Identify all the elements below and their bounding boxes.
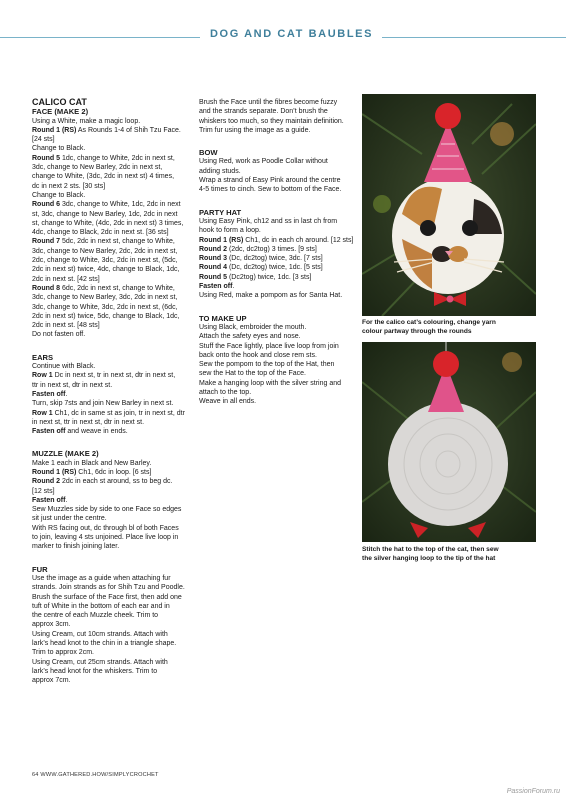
caption-line: colour partway through the rounds — [362, 327, 472, 335]
instruction-label: Round 3 — [199, 255, 227, 263]
instruction-label: Round 5 — [199, 273, 227, 281]
section-gap — [199, 195, 356, 201]
instruction-line: Using Red, make a pompom as for Santa Hat. — [199, 292, 343, 300]
instruction-line: 2dc in next st. [48 sts] — [32, 322, 100, 330]
section-heading: PARTY HAT — [199, 207, 242, 217]
instruction-line — [32, 477, 192, 486]
calico-cat-back-photo — [362, 342, 536, 542]
instruction-line: 3dc, change to New Barley, 2dc in next st, — [32, 164, 163, 172]
instruction-line: Attach the safety eyes and nose. — [199, 333, 301, 341]
instruction-text: 3dc, change to White, 1dc, 2dc in next — [60, 201, 181, 209]
instruction-line — [32, 154, 192, 163]
instruction-line: Turn, skip 7sts and join New Barley in next st. — [32, 400, 174, 408]
section-heading: MUZZLE (MAKE 2) — [32, 449, 99, 459]
instruction-line — [32, 237, 192, 246]
instruction-line: Make a hanging loop with the silver string and — [199, 379, 342, 387]
instruction-line: Continue with Black. — [32, 363, 96, 371]
instruction-label: Fasten off — [32, 428, 66, 436]
instruction-label: Round 8 — [32, 284, 60, 292]
instruction-text: and weave in ends. — [65, 428, 128, 436]
instruction-line: to join, leaving 4 sts unjoined. Place live loop in — [32, 534, 179, 542]
instruction-line: 3dc, change to New Barley, 3dc, 2dc in next st, — [32, 294, 178, 302]
instruction-line: approx 7cm. — [32, 677, 71, 685]
instruction-text: Ch1, dc in same st as join, tr in next st, dtr — [52, 409, 185, 417]
calico-cat-back-image — [362, 342, 536, 542]
instruction-line — [199, 254, 356, 263]
instruction-text: As Rounds 1-4 of Shih Tzu Face. — [76, 126, 181, 134]
instruction-line: With RS facing out, dc through bl of both Faces — [32, 524, 179, 532]
instruction-line: Make 1 each in Black and New Barley. — [32, 459, 152, 467]
instruction-line — [32, 126, 192, 135]
instruction-text: Dc in next st, tr in next st, dtr in next st, — [52, 372, 176, 380]
section-heading: FUR — [32, 564, 48, 574]
instruction-line: 4-5 times to cinch. Sew to bottom of the Face. — [199, 186, 342, 194]
instruction-label: Row 1 — [32, 409, 53, 417]
instruction-line: Sew Muzzles side by side to one Face so edges — [32, 506, 182, 514]
section-heading: EARS — [32, 352, 54, 362]
watermark-text: PassionForum.ru — [506, 788, 560, 795]
instruction-line: back onto the hook and close rem sts. — [199, 351, 317, 359]
instruction-text: Ch1, 6dc in loop. [6 sts] — [76, 468, 152, 476]
instruction-line: 2dc in next st) twice, 5dc, change to Black, 1dc, — [32, 312, 180, 320]
instruction-label: Round 1 (RS) — [32, 126, 77, 134]
instruction-label: Round 4 — [199, 264, 227, 272]
instruction-line — [32, 409, 192, 418]
column-left — [32, 98, 192, 686]
instruction-line: attach to the top. — [199, 389, 252, 397]
instruction-line: approx 3cm. — [32, 621, 71, 629]
section-gap — [32, 340, 192, 346]
instruction-line — [32, 371, 192, 380]
instruction-line: [12 sts] — [32, 487, 55, 495]
instruction-label: Round 2 — [32, 478, 60, 486]
instruction-text: . — [232, 283, 235, 291]
instruction-line: Brush the surface of the Face first, then add one — [32, 593, 182, 601]
instruction-text: 5dc, 2dc in next st, change to White, — [60, 238, 175, 246]
section-heading: BOW — [199, 148, 218, 158]
instruction-line — [199, 263, 356, 272]
instruction-line — [199, 282, 356, 291]
instruction-line: lark’s head knot to the chin in a triangle shape. — [32, 640, 177, 648]
instruction-line: Trim to approx 2cm. — [32, 649, 94, 657]
instruction-line — [199, 236, 356, 245]
page-footer: 64 WWW.GATHERED.HOW/SIMPLYCROCHET — [32, 772, 159, 778]
instruction-label: Round 7 — [32, 238, 60, 246]
section-heading: CALICO CAT — [32, 97, 87, 107]
caption-line: Stitch the hat to the top of the cat, then sew — [362, 546, 499, 553]
instruction-line: Using Cream, cut 25cm strands. Attach with — [32, 658, 168, 666]
instruction-line: Wrap a strand of Easy Pink around the centre — [199, 177, 341, 185]
instruction-line: lark’s head knot for the whiskers. Trim to — [32, 667, 158, 675]
photo-caption-bottom — [362, 546, 546, 563]
instruction-text: Ch1, dc in each ch around. [12 sts] — [243, 236, 354, 244]
instruction-line: Using Black, embroider the mouth. — [199, 323, 307, 331]
instruction-label: Fasten off — [32, 390, 66, 398]
column-middle — [199, 98, 356, 407]
instruction-line — [32, 496, 192, 505]
instruction-line: Weave in all ends. — [199, 398, 257, 406]
instruction-text: (Dc, dc2tog) twice, 1dc. [5 sts] — [227, 264, 323, 272]
instruction-line: hook to form a loop. — [199, 227, 261, 235]
instruction-line: Change to Black. — [32, 145, 86, 153]
instruction-text: . — [65, 390, 68, 398]
instruction-line: st, change to White, (4dc, 2dc in next st) 3 times, — [32, 219, 184, 227]
instruction-label: Round 6 — [32, 201, 60, 209]
instruction-line: Sew the pompom to the top of the Hat, then — [199, 361, 335, 369]
section-gap — [199, 135, 356, 141]
instruction-line: 2dc, change to White, 3dc, 2dc in next st, (5dc, — [32, 257, 178, 265]
instruction-label: Fasten off — [199, 283, 233, 291]
instruction-line: and the strands separate. Don’t brush the — [199, 108, 328, 116]
calico-cat-front-image — [362, 94, 536, 316]
instruction-line: Using Easy Pink, ch12 and ss in last ch from — [199, 217, 338, 225]
instruction-line: in next st, ttr in next st, dtr in next st. — [32, 418, 145, 426]
instruction-line: st, 3dc, change to New Barley, 1dc, 2dc in next — [32, 210, 178, 218]
instruction-line — [199, 245, 356, 254]
header-rule-right — [382, 37, 566, 38]
header-rule-left — [0, 37, 200, 38]
instruction-line: sit just under the centre. — [32, 515, 107, 523]
instruction-line: 3dc, change to White, 3dc, 2dc in next st, (6dc, — [32, 303, 178, 311]
instruction-line: dc in next 2 sts. [30 sts] — [32, 182, 106, 190]
instruction-line: Change to Black. — [32, 191, 86, 199]
instruction-line: 2dc in next st. [42 sts] — [32, 275, 100, 283]
instruction-line: marker to finish joining later. — [32, 543, 120, 551]
instruction-line: Using a White, make a magic loop. — [32, 117, 141, 125]
caption-line: the silver hanging loop to the tip of the hat — [362, 554, 496, 562]
instruction-line: ttr in next st, dtr in next st. — [32, 381, 113, 389]
instruction-line: 2dc in next st) twice, 4dc, change to Black, 1dc, — [32, 266, 180, 274]
instruction-line — [32, 390, 192, 399]
calico-cat-front-photo — [362, 94, 536, 316]
instruction-text: (Dc2tog) twice, 1dc. [3 sts] — [227, 273, 312, 281]
instruction-line: tuft of White in the bottom of each ear and in — [32, 602, 170, 610]
instruction-line: whiskers too much, so they maintain definition. — [199, 117, 344, 125]
instruction-text: . — [65, 496, 68, 504]
instruction-line: change to White, (3dc, 2dc in next st) 4 times, — [32, 173, 175, 181]
instruction-line — [32, 284, 192, 293]
instruction-line: [24 sts] — [32, 136, 55, 144]
instruction-line — [199, 273, 356, 282]
instruction-label: Fasten off — [32, 496, 66, 504]
instruction-label: Round 1 (RS) — [199, 236, 244, 244]
section-heading: TO MAKE UP — [199, 313, 247, 323]
instruction-line: adding studs. — [199, 167, 241, 175]
instruction-label: Round 2 — [199, 245, 227, 253]
instruction-text: (Dc, dc2tog) twice, 3dc. [7 sts] — [227, 255, 323, 263]
caption-line: For the calico cat’s colouring, change yarn — [362, 319, 496, 326]
section-heading: FACE (MAKE 2) — [32, 107, 89, 117]
instruction-label: Row 1 — [32, 372, 53, 380]
instruction-line: Use the image as a guide when attaching fur — [32, 574, 171, 582]
instruction-line: strands. Join strands as for Shih Tzu and Poodle. — [32, 584, 185, 592]
instruction-line: Trim fur using the image as a guide. — [199, 126, 311, 134]
instruction-line — [32, 468, 192, 477]
instruction-line: Brush the Face until the fibres become fuzzy — [199, 99, 338, 106]
section-gap — [199, 301, 356, 307]
section-gap — [32, 436, 192, 442]
instruction-line: sew the Hat to the top of the Face. — [199, 370, 307, 378]
instruction-text: (2dc, dc2tog) 3 times. [9 sts] — [227, 245, 317, 253]
instruction-line: Do not fasten off. — [32, 331, 86, 339]
instruction-text: 2dc in each st around, ss to beg dc. — [60, 478, 173, 486]
instruction-line: Using Cream, cut 10cm strands. Attach with — [32, 630, 168, 638]
instruction-text: 6dc, 2dc in next st, change to White, — [60, 284, 175, 292]
photo-caption-top — [362, 319, 542, 336]
instruction-text: 1dc, change to White, 2dc in next st, — [60, 154, 175, 162]
instruction-label: Round 1 (RS) — [32, 468, 77, 476]
instruction-line: Using Red, work as Poodle Collar without — [199, 158, 328, 166]
instruction-line — [32, 200, 192, 209]
instruction-label: Round 5 — [32, 154, 60, 162]
instruction-line: Stuff the Face lightly, place live loop from join — [199, 342, 339, 350]
instruction-line: 3dc, change to New Barley, 2dc, 2dc in next st, — [32, 247, 178, 255]
section-gap — [32, 552, 192, 558]
instruction-line: 4dc, change to Black, 2dc in next st. [36 sts] — [32, 229, 169, 237]
instruction-line: the centre of each Muzzle cheek. Trim to — [32, 612, 159, 620]
instruction-line — [32, 427, 192, 436]
section-title: DOG AND CAT BAUBLES — [210, 28, 374, 40]
